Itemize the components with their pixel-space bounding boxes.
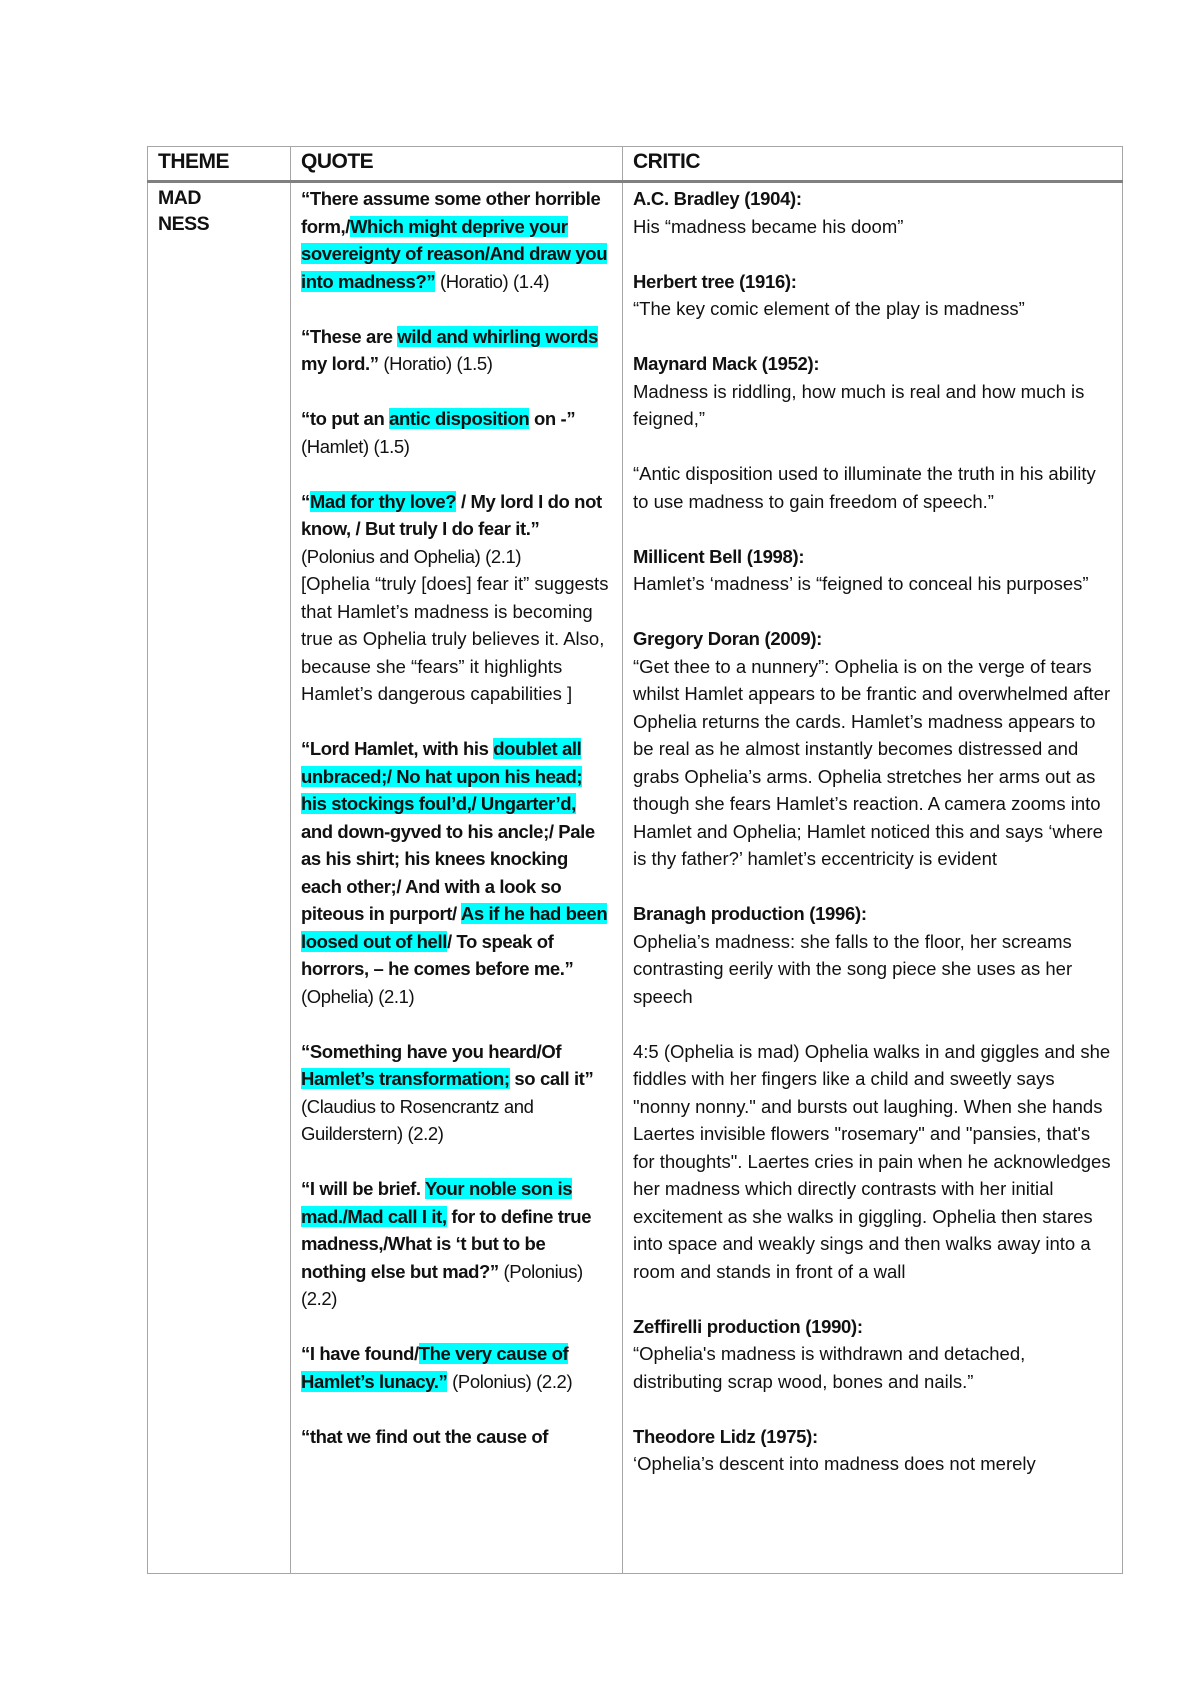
quote-segment: for to define true madness,/What is ‘t but to be nothing else but mad?” <box>301 1205 592 1282</box>
quote-reference: (Ophelia) (2.1) <box>301 985 415 1007</box>
quote-text <box>301 323 612 378</box>
critic-list <box>633 185 1112 1573</box>
critic-name: Theodore Lidz (1975): <box>633 1425 818 1447</box>
quote-entry <box>301 405 612 460</box>
theme-label-line1: MAD <box>158 187 201 209</box>
critic-entry <box>633 625 1112 873</box>
quote-segment: “ <box>301 490 310 512</box>
critic-entry <box>633 1038 1112 1286</box>
quote-reference: (Hamlet) (1.5) <box>301 435 410 457</box>
critic-text: “The key comic element of the play is madness” <box>633 298 1025 319</box>
quote-segment: my lord.” <box>301 353 379 374</box>
quote-highlight: doublet all unbraced;/ No hat upon his head; his stockings foul’d,/ Ungarter’d, <box>301 738 583 814</box>
quote-reference: (Horatio) (1.4) <box>435 270 550 292</box>
header-quote: QUOTE <box>291 147 623 182</box>
critic-name: A.C. Bradley (1904): <box>633 188 802 209</box>
critic-name: Millicent Bell (1998): <box>633 545 805 567</box>
table-row <box>148 182 1123 1574</box>
quote-text <box>301 735 612 1010</box>
critic-name: Zeffirelli production (1990): <box>633 1315 863 1337</box>
quote-reference: (Horatio) (1.5) <box>378 353 493 374</box>
quote-segment: “These are <box>301 325 398 347</box>
critic-text: Ophelia’s madness: she falls to the floor, her screams contrasting eerily with the song piece she uses as her speech <box>633 930 1073 1007</box>
quote-text <box>301 1175 612 1313</box>
quote-segment: “Lord Hamlet, with his <box>301 738 494 759</box>
theme-label-line2: NESS <box>158 213 210 235</box>
critic-entry <box>633 543 1112 598</box>
quote-entry <box>301 1340 612 1395</box>
quote-text <box>301 1340 612 1395</box>
quote-reference: (Polonius) (2.2) <box>301 1260 583 1309</box>
quote-highlight: The very cause of Hamlet’s lunacy.” <box>301 1343 569 1392</box>
quote-highlight: Your noble son is mad./Mad call I it, <box>301 1178 573 1227</box>
quote-highlight: Hamlet’s transformation; <box>301 1068 510 1089</box>
themes-table <box>147 146 1123 1574</box>
quote-highlight: antic disposition <box>389 408 530 429</box>
theme-cell <box>148 182 291 1574</box>
critic-name: Branagh production (1996): <box>633 903 867 924</box>
quote-entry <box>301 1175 612 1313</box>
critic-text: ‘Ophelia’s descent into madness does not merely <box>633 1453 1036 1474</box>
quote-reference: (Polonius and Ophelia) (2.1) <box>301 545 522 567</box>
critic-text: “Antic disposition used to illuminate the truth in his ability to use madness to gain freedom of speech.” <box>633 463 1096 512</box>
quote-highlight: Which might deprive your sovereignty of reason/And draw you into madness?” <box>301 215 608 292</box>
quote-entry <box>301 1038 612 1148</box>
quote-entry <box>301 1423 612 1451</box>
quote-segment: “Something have you heard/Of <box>301 1040 562 1062</box>
quote-highlight: As if he had been loosed out of hell <box>301 903 608 952</box>
critic-text: “Ophelia's madness is withdrawn and detached, distributing scrap wood, bones and nails.” <box>633 1343 1026 1392</box>
critic-entry <box>633 1423 1112 1478</box>
critic-name: Herbert tree (1916): <box>633 270 797 292</box>
quote-segment: on -” <box>529 408 576 429</box>
quote-text <box>301 488 612 571</box>
critic-name: Maynard Mack (1952): <box>633 353 820 374</box>
quote-cell <box>291 182 623 1574</box>
critic-text: 4:5 (Ophelia is mad) Ophelia walks in and giggles and she fiddles with her fingers like a child and sweetly says "nonny nonny." and bursts out laughing. When she hands Laertes invisible flowers "rosemary" and "pansies, that's for thoughts". Laertes cries in pain when he acknowledges her madness which directly contrasts with her initial excitement as she walks in giggling. Ophelia then stares into space and weakly sings and then walks away into a room and stands in front of a wall <box>633 1040 1111 1282</box>
quote-text <box>301 1423 612 1451</box>
quote-reference: (Polonius) (2.2) <box>447 1370 573 1392</box>
quote-highlight: wild and whirling words <box>397 325 598 347</box>
quote-note: [Ophelia “truly [does] fear it” suggests that Hamlet’s madness is becoming true as Ophelia truly believes it. Also, because she “fears” it highlights Hamlet’s dangerous capabilities ] <box>301 573 609 704</box>
quote-entry <box>301 735 612 1010</box>
table-header-row <box>148 147 1123 182</box>
critic-name: Gregory Doran (2009): <box>633 628 823 649</box>
critic-text: “Get thee to a nunnery”: Ophelia is on the verge of tears whilst Hamlet appears to be frantic and overwhelmed after Ophelia returns the cards. Hamlet’s madness appears to be real as he almost instantly becomes distressed and grabs Ophelia’s arms. Ophelia stretches her arms out as though she fears Hamlet’s reaction. A camera zooms into Hamlet and Ophelia; Hamlet noticed this and says ‘where is thy father?’ hamlet’s eccentricity is evident <box>633 655 1111 869</box>
header-critic: CRITIC <box>623 147 1123 182</box>
quote-text <box>301 1038 612 1148</box>
critic-text: His “madness became his doom” <box>633 215 904 237</box>
quote-segment: / My lord I do not know, / But truly I do fear it.” <box>301 490 602 539</box>
quote-segment: “I will be brief. <box>301 1178 426 1199</box>
critic-entry <box>633 900 1112 1010</box>
critic-text: Hamlet’s ‘madness’ is “feigned to conceal his purposes” <box>633 573 1089 594</box>
quote-segment: “that we find out the cause of <box>301 1425 549 1447</box>
quote-segment: “There assume some other horrible form,/ <box>301 188 601 237</box>
quote-text <box>301 405 612 460</box>
quote-list <box>301 185 612 1573</box>
quote-reference: (Claudius to Rosencrantz and Guilderstern) (2.2) <box>301 1095 534 1144</box>
quote-text <box>301 185 612 295</box>
critic-cell <box>623 182 1123 1574</box>
critic-text: Madness is riddling, how much is real and how much is feigned,” <box>633 380 1085 429</box>
quote-segment: “to put an <box>301 408 390 429</box>
quote-entry <box>301 185 612 295</box>
critic-entry <box>633 1313 1112 1396</box>
critic-entry <box>633 268 1112 323</box>
critic-entry <box>633 350 1112 433</box>
critic-entry <box>633 185 1112 240</box>
quote-segment: so call it” <box>509 1068 594 1089</box>
quote-highlight: Mad for thy love? <box>309 490 457 512</box>
header-theme: THEME <box>148 147 291 182</box>
quote-segment: “I have found/ <box>301 1343 419 1364</box>
quote-segment: and down-gyved to his ancle;/ Pale as his shirt; his knees knocking each other;/ And with a look so piteous in purport/ <box>301 820 595 924</box>
critic-entry <box>633 460 1112 515</box>
quote-entry <box>301 323 612 378</box>
quote-entry <box>301 488 612 708</box>
quote-segment: / To speak of horrors, – he comes before me.” <box>301 930 574 979</box>
